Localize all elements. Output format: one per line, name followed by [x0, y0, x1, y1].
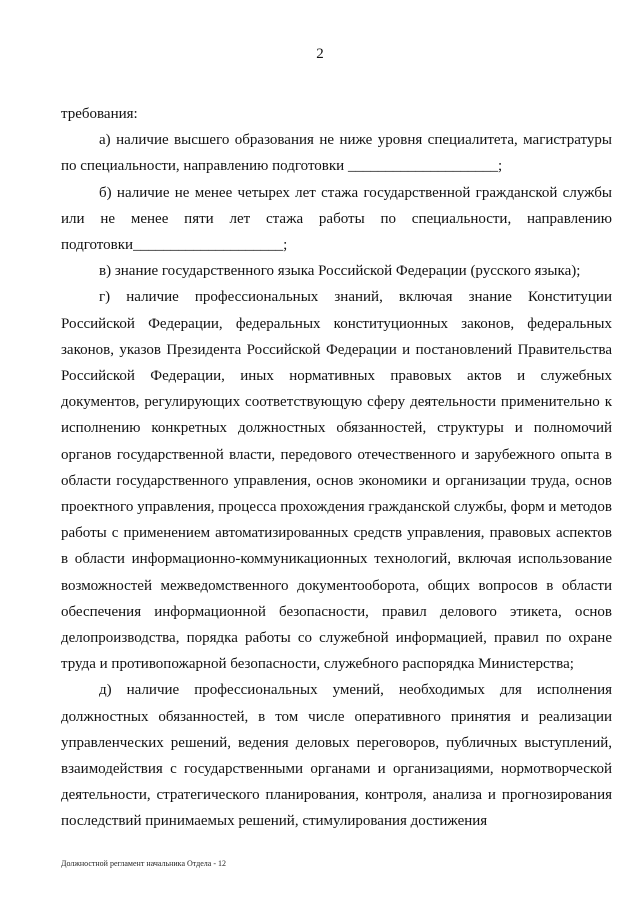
paragraph-item-d: д) наличие профессиональных умений, необходимых для исполнения должностных обязанностей, в том числе оперативного принятия и реализации управленческих решений, ведения деловых переговоров, публичных выступлений, взаимодействия с государственными органами и организациями, нормотворческой деятельности, стратегического планирования, контроля, анализа и прогнозирования последствий принимаемых решений, стимулирования достижения [61, 682, 612, 830]
paragraph-item-b: б) наличие не менее четырех лет стажа государственной гражданской службы или не менее пяти лет стажа работы по специальности, направлению подготовки____________________; [61, 184, 612, 254]
paragraph-item-a: а) наличие высшего образования не ниже уровня специалитета, магистратуры по специальности, направлению подготовки ____________________; [61, 132, 612, 175]
paragraph-item-v: в) знание государственного языка Российской Федерации (русского языка); [99, 263, 581, 280]
document-footer: Должностной регламент начальника Отдела - 12 [61, 859, 226, 868]
paragraph-requirements-lead: требования: [61, 106, 138, 122]
document-body [61, 101, 612, 835]
page-number: 2 [316, 46, 324, 62]
paragraph-item-g: г) наличие профессиональных знаний, включая знание Конституции Российской Федерации, федеральных конституционных законов, федеральных законов, указов Президента Российской Федерации и постановлений Правительства Российской Федерации, иных нормативных правовых актов и служебных документов, регулирующих соответствующую сферу деятельности применительно к исполнению конкретных должностных обязанностей, структуры и полномочий органов государственной власти, передового отечественного и зарубежного опыта в области государственного управления, основ экономики и организации труда, основ проектного управления, процесса прохождения гражданской службы, форм и методов работы с применением автоматизированных средств управления, правовых аспектов в области информационно-коммуникационных технологий, включая использование возможностей межведомственного документооборота, общих вопросов в области обеспечения информационной безопасности, правил делового этикета, основ делопроизводства, порядка работы со служебной информацией, правил по охране труда и противопожарной безопасности, служебного распорядка Министерства; [61, 289, 612, 673]
